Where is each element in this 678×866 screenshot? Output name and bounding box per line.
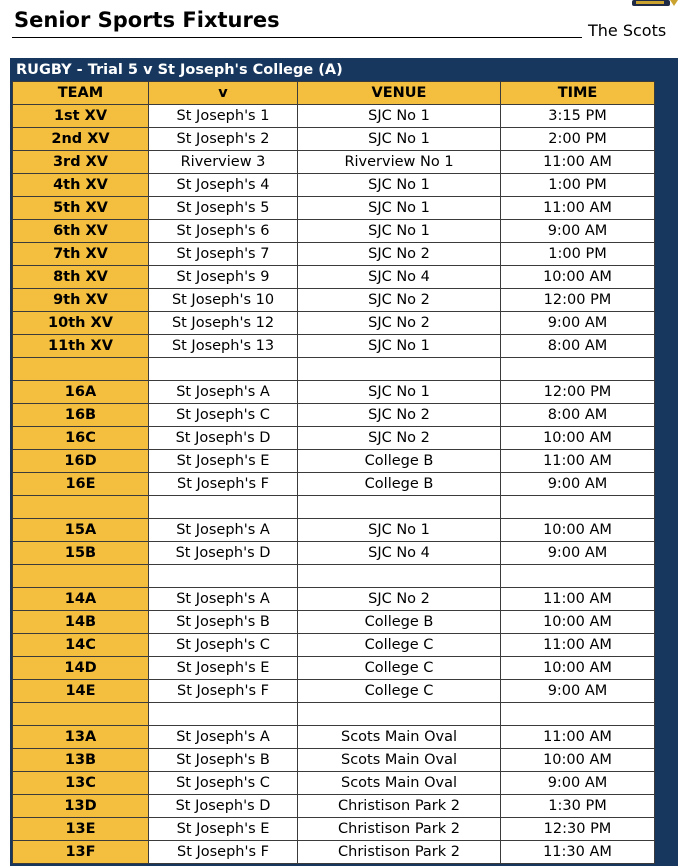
opponent-cell: St Joseph's A bbox=[149, 726, 298, 749]
table-row bbox=[13, 726, 655, 749]
venue-cell: SJC No 1 bbox=[298, 128, 501, 151]
venue-cell: SJC No 1 bbox=[298, 220, 501, 243]
team-cell: 14A bbox=[13, 588, 149, 611]
team-cell: 13F bbox=[13, 841, 149, 864]
venue-cell: SJC No 2 bbox=[298, 404, 501, 427]
table-row bbox=[13, 105, 655, 128]
opponent-cell: St Joseph's B bbox=[149, 749, 298, 772]
opponent-cell: St Joseph's B bbox=[149, 611, 298, 634]
team-cell: 3rd XV bbox=[13, 151, 149, 174]
time-cell: 11:00 AM bbox=[501, 588, 655, 611]
venue-cell: Christison Park 2 bbox=[298, 841, 501, 864]
table-row bbox=[13, 197, 655, 220]
team-cell: 16B bbox=[13, 404, 149, 427]
team-cell: 16A bbox=[13, 381, 149, 404]
venue-cell: Christison Park 2 bbox=[298, 818, 501, 841]
table-row bbox=[13, 289, 655, 312]
team-cell: 8th XV bbox=[13, 266, 149, 289]
table-row bbox=[13, 450, 655, 473]
opponent-cell: St Joseph's 1 bbox=[149, 105, 298, 128]
team-cell: 6th XV bbox=[13, 220, 149, 243]
time-cell bbox=[501, 703, 655, 726]
opponent-cell: St Joseph's 9 bbox=[149, 266, 298, 289]
team-cell: 5th XV bbox=[13, 197, 149, 220]
team-cell bbox=[13, 358, 149, 381]
venue-cell: SJC No 2 bbox=[298, 427, 501, 450]
table-row bbox=[13, 680, 655, 703]
opponent-cell: St Joseph's F bbox=[149, 473, 298, 496]
opponent-cell: St Joseph's D bbox=[149, 542, 298, 565]
team-cell: 13B bbox=[13, 749, 149, 772]
time-cell: 11:30 AM bbox=[501, 841, 655, 864]
opponent-cell: St Joseph's 4 bbox=[149, 174, 298, 197]
table-row bbox=[13, 772, 655, 795]
venue-cell bbox=[298, 703, 501, 726]
venue-cell: Christison Park 2 bbox=[298, 795, 501, 818]
table-row bbox=[13, 312, 655, 335]
venue-cell: SJC No 1 bbox=[298, 519, 501, 542]
time-cell: 2:00 PM bbox=[501, 128, 655, 151]
time-cell: 8:00 AM bbox=[501, 335, 655, 358]
opponent-cell: St Joseph's D bbox=[149, 427, 298, 450]
opponent-cell: St Joseph's 10 bbox=[149, 289, 298, 312]
time-cell: 12:00 PM bbox=[501, 381, 655, 404]
time-cell: 1:00 PM bbox=[501, 243, 655, 266]
header-venue: VENUE bbox=[298, 82, 501, 105]
team-cell: 15B bbox=[13, 542, 149, 565]
time-cell: 10:00 AM bbox=[501, 427, 655, 450]
team-cell bbox=[13, 496, 149, 519]
fixture-rows bbox=[13, 105, 655, 864]
time-cell: 11:00 AM bbox=[501, 151, 655, 174]
venue-cell: College C bbox=[298, 634, 501, 657]
team-cell bbox=[13, 565, 149, 588]
team-cell: 11th XV bbox=[13, 335, 149, 358]
time-cell: 11:00 AM bbox=[501, 450, 655, 473]
team-cell: 9th XV bbox=[13, 289, 149, 312]
table-row bbox=[13, 519, 655, 542]
venue-cell: College B bbox=[298, 611, 501, 634]
table-row bbox=[13, 128, 655, 151]
venue-cell: College B bbox=[298, 473, 501, 496]
school-crest-icon bbox=[630, 0, 678, 8]
opponent-cell: St Joseph's 12 bbox=[149, 312, 298, 335]
time-cell: 11:00 AM bbox=[501, 197, 655, 220]
venue-cell bbox=[298, 496, 501, 519]
section-title: RUGBY - Trial 5 v St Joseph's College (A) bbox=[16, 62, 343, 78]
time-cell: 11:00 AM bbox=[501, 634, 655, 657]
time-cell: 10:00 AM bbox=[501, 657, 655, 680]
team-cell: 13D bbox=[13, 795, 149, 818]
opponent-cell bbox=[149, 565, 298, 588]
opponent-cell: St Joseph's F bbox=[149, 680, 298, 703]
table-row bbox=[13, 841, 655, 864]
header-team: TEAM bbox=[13, 82, 149, 105]
opponent-cell: Riverview 3 bbox=[149, 151, 298, 174]
time-cell: 12:30 PM bbox=[501, 818, 655, 841]
team-cell bbox=[13, 703, 149, 726]
opponent-cell: St Joseph's A bbox=[149, 519, 298, 542]
time-cell: 11:00 AM bbox=[501, 726, 655, 749]
venue-cell: SJC No 1 bbox=[298, 174, 501, 197]
opponent-cell: St Joseph's D bbox=[149, 795, 298, 818]
team-cell: 2nd XV bbox=[13, 128, 149, 151]
table-row bbox=[13, 611, 655, 634]
table-row bbox=[13, 749, 655, 772]
opponent-cell: St Joseph's 13 bbox=[149, 335, 298, 358]
team-cell: 7th XV bbox=[13, 243, 149, 266]
fixtures-table bbox=[12, 81, 655, 864]
team-cell: 16C bbox=[13, 427, 149, 450]
venue-cell bbox=[298, 565, 501, 588]
time-cell: 9:00 AM bbox=[501, 473, 655, 496]
opponent-cell bbox=[149, 703, 298, 726]
table-spacer-row bbox=[13, 358, 655, 381]
time-cell: 9:00 AM bbox=[501, 312, 655, 335]
opponent-cell: St Joseph's F bbox=[149, 841, 298, 864]
time-cell: 10:00 AM bbox=[501, 519, 655, 542]
time-cell: 1:00 PM bbox=[501, 174, 655, 197]
time-cell: 9:00 AM bbox=[501, 772, 655, 795]
venue-cell: Scots Main Oval bbox=[298, 726, 501, 749]
table-row bbox=[13, 174, 655, 197]
header-time: TIME bbox=[501, 82, 655, 105]
venue-cell: SJC No 1 bbox=[298, 197, 501, 220]
team-cell: 1st XV bbox=[13, 105, 149, 128]
venue-cell: SJC No 1 bbox=[298, 105, 501, 128]
venue-cell: Riverview No 1 bbox=[298, 151, 501, 174]
table-row bbox=[13, 473, 655, 496]
table-header-row bbox=[13, 82, 655, 105]
time-cell: 3:15 PM bbox=[501, 105, 655, 128]
opponent-cell: St Joseph's 7 bbox=[149, 243, 298, 266]
opponent-cell: St Joseph's E bbox=[149, 657, 298, 680]
team-cell: 14E bbox=[13, 680, 149, 703]
team-cell: 16E bbox=[13, 473, 149, 496]
team-cell: 15A bbox=[13, 519, 149, 542]
panel-right-strip bbox=[655, 81, 678, 866]
team-cell: 13C bbox=[13, 772, 149, 795]
team-cell: 4th XV bbox=[13, 174, 149, 197]
venue-cell: SJC No 2 bbox=[298, 243, 501, 266]
table-row bbox=[13, 335, 655, 358]
table-row bbox=[13, 542, 655, 565]
opponent-cell: St Joseph's C bbox=[149, 772, 298, 795]
team-cell: 13E bbox=[13, 818, 149, 841]
time-cell bbox=[501, 496, 655, 519]
table-row bbox=[13, 151, 655, 174]
table-row bbox=[13, 220, 655, 243]
venue-cell: SJC No 2 bbox=[298, 588, 501, 611]
time-cell: 10:00 AM bbox=[501, 611, 655, 634]
team-cell: 14D bbox=[13, 657, 149, 680]
team-cell: 10th XV bbox=[13, 312, 149, 335]
venue-cell: Scots Main Oval bbox=[298, 772, 501, 795]
opponent-cell: St Joseph's C bbox=[149, 404, 298, 427]
table-row bbox=[13, 818, 655, 841]
school-name: The Scots bbox=[588, 21, 667, 40]
team-cell: 16D bbox=[13, 450, 149, 473]
opponent-cell bbox=[149, 358, 298, 381]
time-cell: 12:00 PM bbox=[501, 289, 655, 312]
table-row bbox=[13, 634, 655, 657]
time-cell: 10:00 AM bbox=[501, 749, 655, 772]
opponent-cell: St Joseph's 6 bbox=[149, 220, 298, 243]
venue-cell: SJC No 4 bbox=[298, 542, 501, 565]
table-row bbox=[13, 657, 655, 680]
venue-cell: College C bbox=[298, 680, 501, 703]
venue-cell: SJC No 4 bbox=[298, 266, 501, 289]
time-cell: 8:00 AM bbox=[501, 404, 655, 427]
opponent-cell: St Joseph's A bbox=[149, 588, 298, 611]
header-v: v bbox=[149, 82, 298, 105]
time-cell: 1:30 PM bbox=[501, 795, 655, 818]
title-underline bbox=[12, 37, 582, 38]
time-cell: 9:00 AM bbox=[501, 542, 655, 565]
opponent-cell: St Joseph's E bbox=[149, 818, 298, 841]
table-spacer-row bbox=[13, 496, 655, 519]
page-title: Senior Sports Fixtures bbox=[14, 8, 280, 32]
table-row bbox=[13, 404, 655, 427]
venue-cell: SJC No 1 bbox=[298, 381, 501, 404]
venue-cell: SJC No 1 bbox=[298, 335, 501, 358]
venue-cell: SJC No 2 bbox=[298, 312, 501, 335]
opponent-cell: St Joseph's 5 bbox=[149, 197, 298, 220]
venue-cell: Scots Main Oval bbox=[298, 749, 501, 772]
team-cell: 14B bbox=[13, 611, 149, 634]
opponent-cell: St Joseph's A bbox=[149, 381, 298, 404]
opponent-cell: St Joseph's 2 bbox=[149, 128, 298, 151]
table-row bbox=[13, 381, 655, 404]
venue-cell: SJC No 2 bbox=[298, 289, 501, 312]
time-cell: 10:00 AM bbox=[501, 266, 655, 289]
venue-cell: College C bbox=[298, 657, 501, 680]
table-row bbox=[13, 795, 655, 818]
venue-cell: College B bbox=[298, 450, 501, 473]
opponent-cell: St Joseph's E bbox=[149, 450, 298, 473]
table-row bbox=[13, 427, 655, 450]
table-row bbox=[13, 243, 655, 266]
opponent-cell bbox=[149, 496, 298, 519]
table-spacer-row bbox=[13, 565, 655, 588]
opponent-cell: St Joseph's C bbox=[149, 634, 298, 657]
team-cell: 13A bbox=[13, 726, 149, 749]
table-row bbox=[13, 588, 655, 611]
table-spacer-row bbox=[13, 703, 655, 726]
venue-cell bbox=[298, 358, 501, 381]
table-row bbox=[13, 266, 655, 289]
time-cell: 9:00 AM bbox=[501, 220, 655, 243]
time-cell bbox=[501, 565, 655, 588]
time-cell: 9:00 AM bbox=[501, 680, 655, 703]
time-cell bbox=[501, 358, 655, 381]
team-cell: 14C bbox=[13, 634, 149, 657]
